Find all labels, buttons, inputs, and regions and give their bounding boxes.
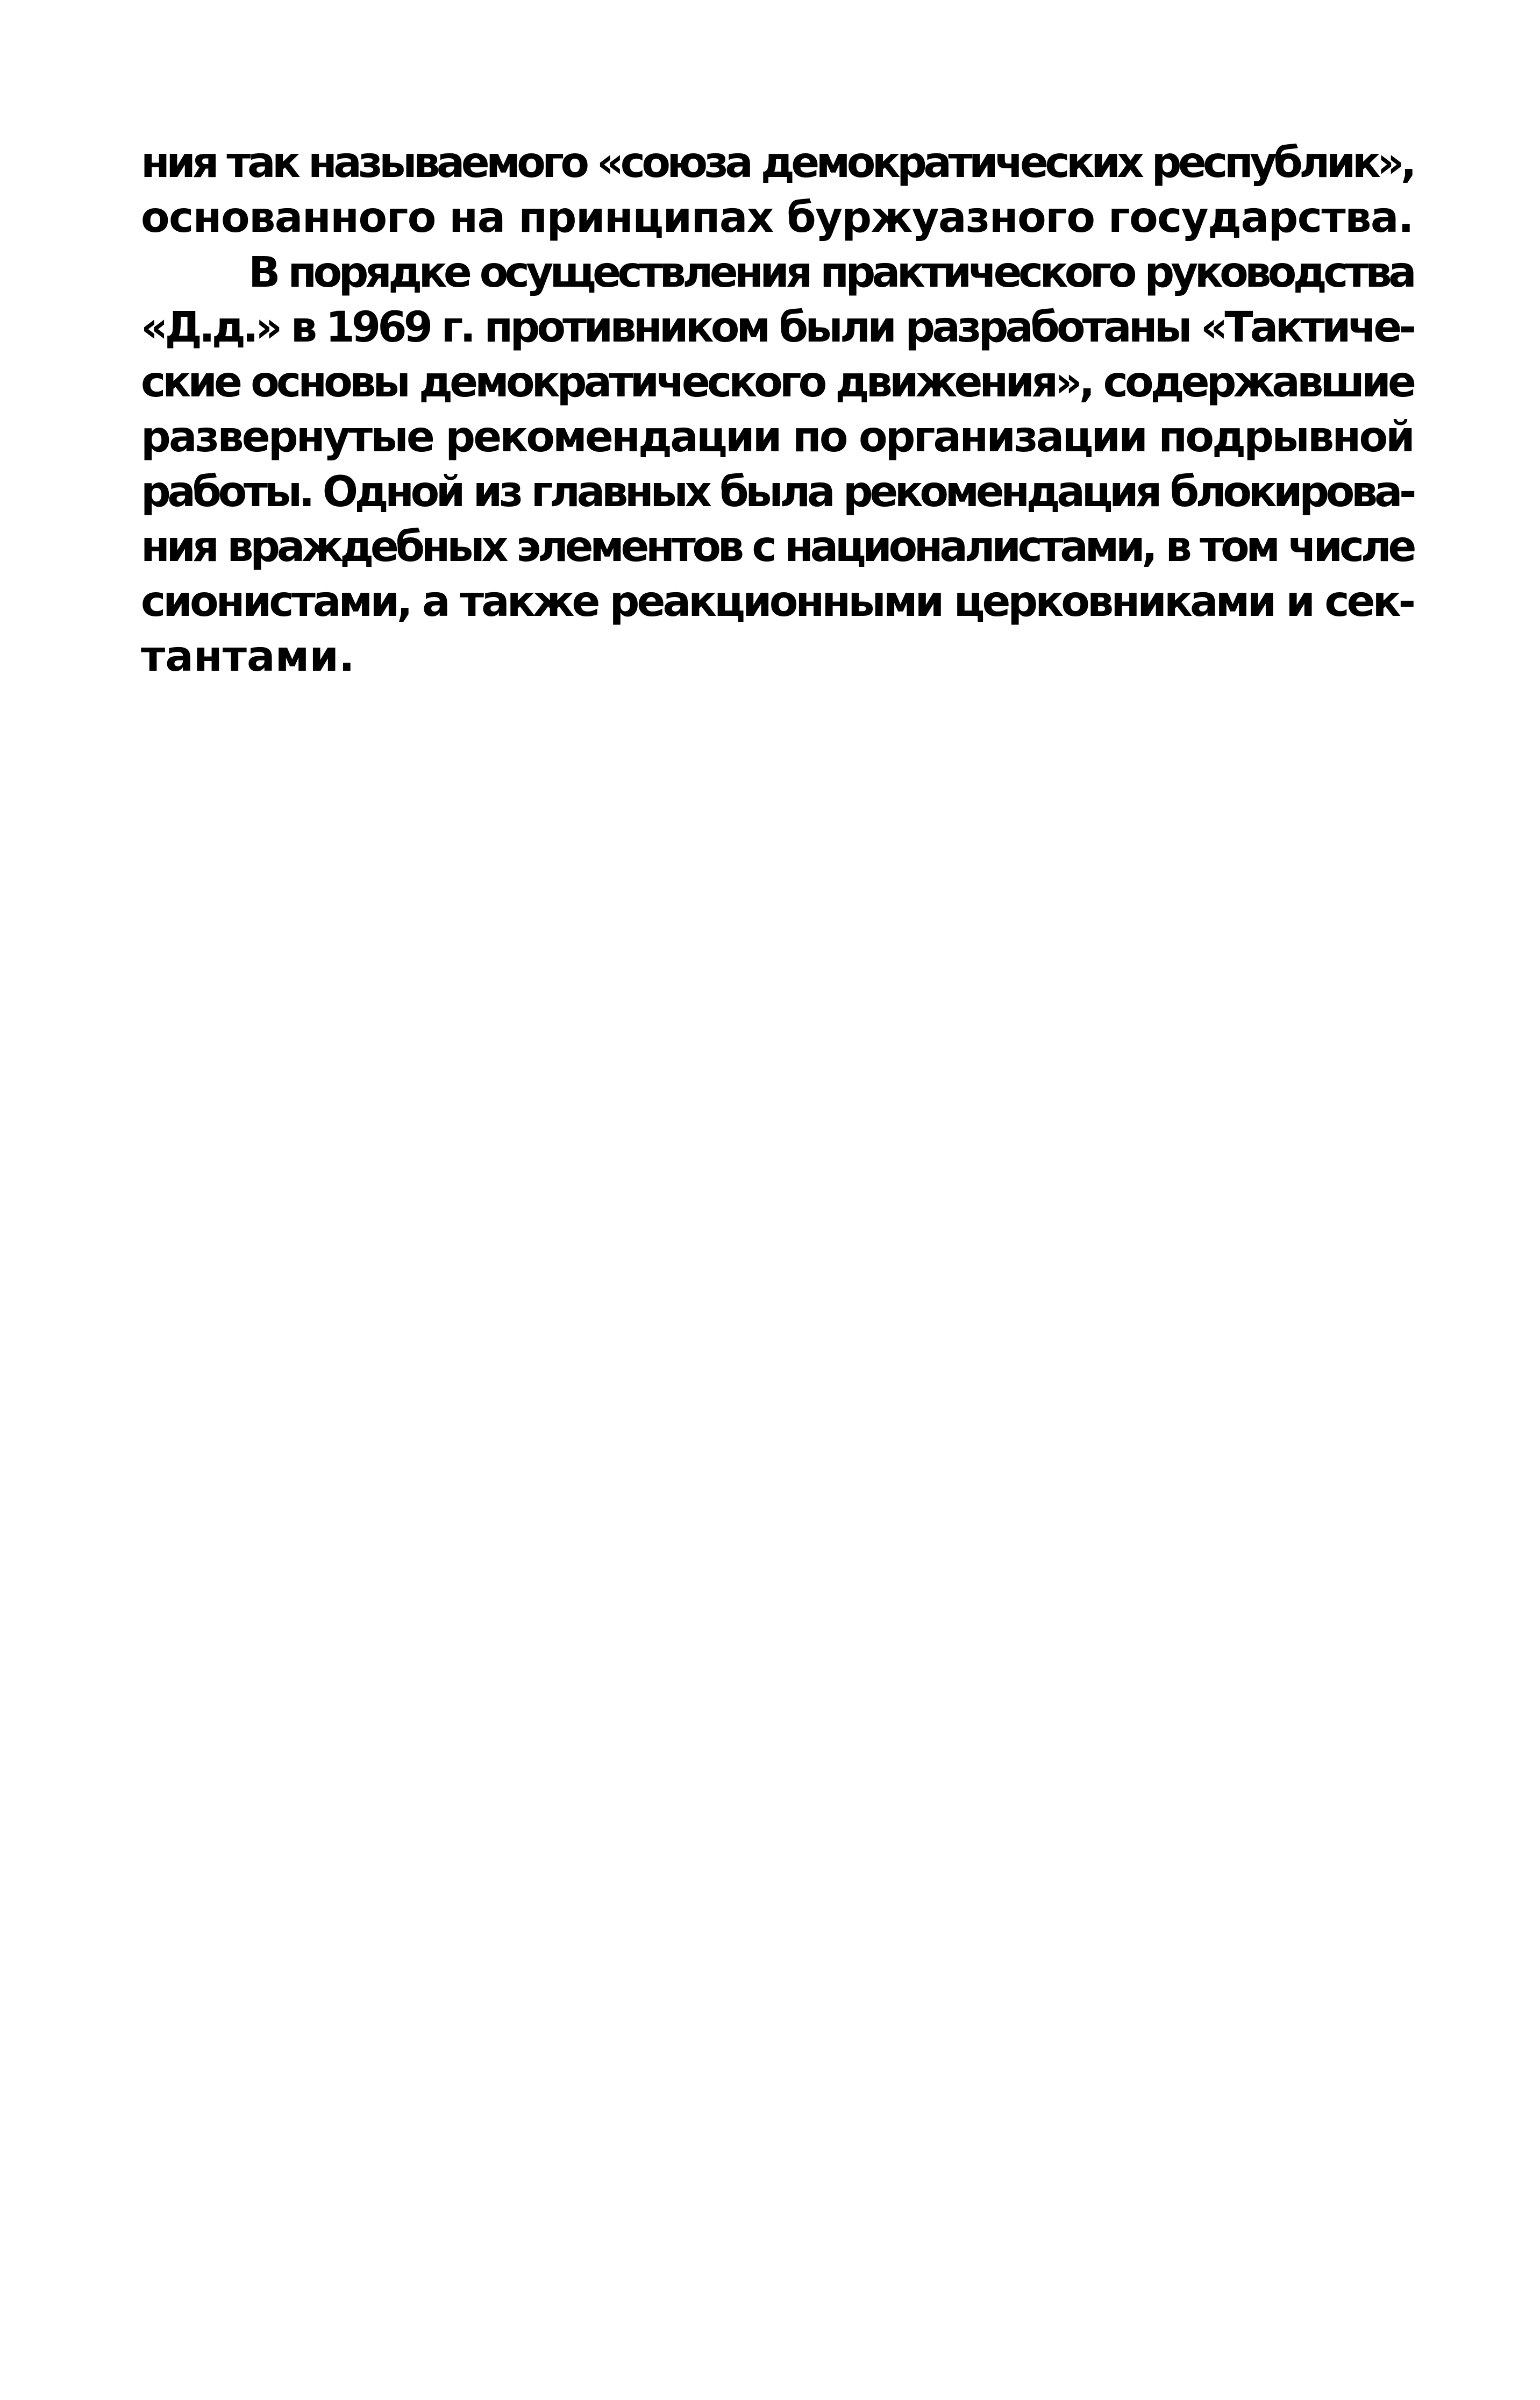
paragraph-1: [141, 136, 1413, 245]
text-line: В порядке осуществления практического руководства: [248, 248, 1413, 297]
body-text: [141, 136, 1413, 684]
text-line: ния враждебных элементов с националистами, в том числе: [141, 523, 1413, 571]
text-line: развернутые рекомендации по организации подрывной: [141, 413, 1413, 461]
text-line: сионистами, а также реакционными церковниками и сек-: [141, 578, 1413, 626]
text-line: «Д.д.» в 1969 г. противником были разработаны «Тактиче-: [141, 303, 1413, 352]
text-line: тантами.: [141, 633, 355, 681]
text-line: основанного на принципах буржуазного государства.: [141, 194, 1413, 242]
text-line: ские основы демократического движения», содержавшие: [141, 358, 1413, 407]
text-line: ния так называемого «союза демократических республик»,: [141, 139, 1413, 187]
text-line: работы. Одной из главных была рекомендация блокирова-: [141, 468, 1413, 516]
paragraph-2: [141, 245, 1413, 684]
